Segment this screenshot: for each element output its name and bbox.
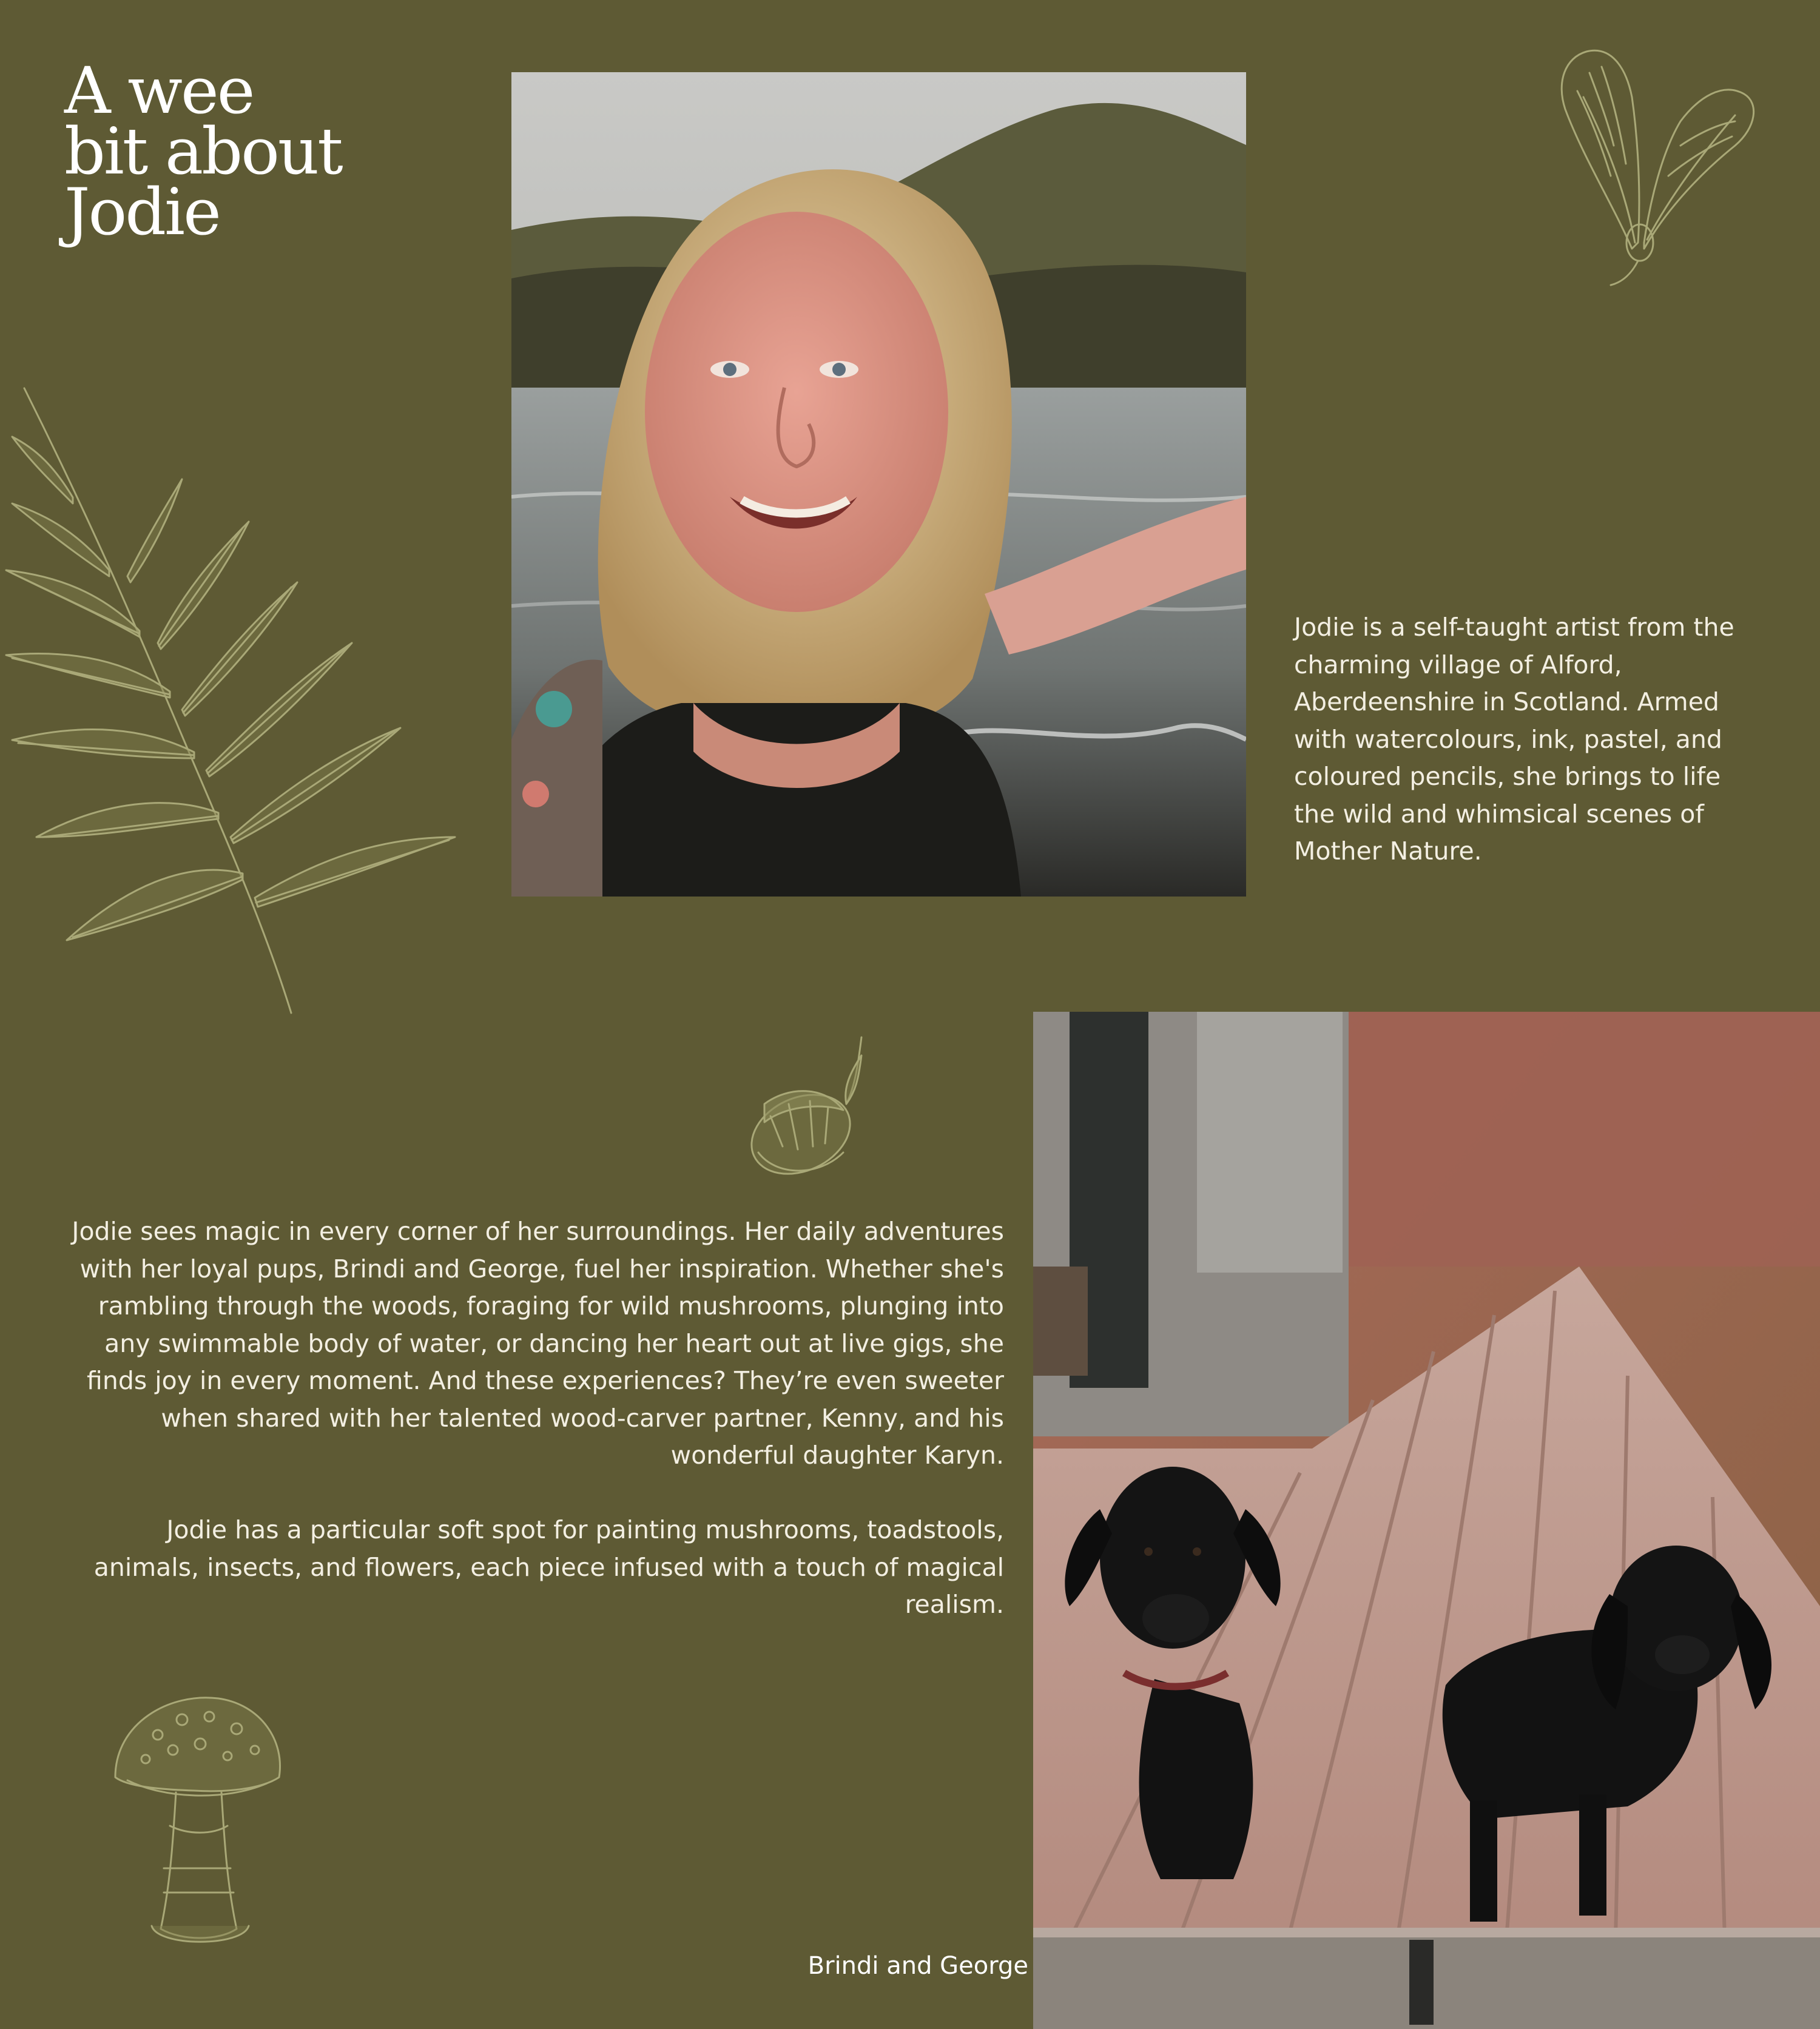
title-line-3: Jodie (64, 175, 220, 249)
dogs-photo (1033, 1012, 1820, 2029)
intro-paragraph: Jodie is a self-taught artist from the charming village of Alford, Aberdeenshire in Scotland. Armed with watercolours, ink, pastel, and coloured pencils, she brings to life the wild and whimsical scenes of Mother Nature. (1294, 613, 1734, 866)
title-line-1: A wee (64, 53, 254, 128)
story-section (61, 1213, 1004, 1624)
sycamore-seed-icon (1541, 24, 1771, 291)
fern-icon (0, 376, 461, 1019)
page-title (64, 53, 489, 249)
story-paragraph-2: Jodie has a particular soft spot for painting mushrooms, toadstools, animals, insects, and flowers, each piece infused with a touch of magical realism. (93, 1515, 1004, 1619)
mushroom-icon (103, 1686, 297, 1953)
acorn-icon (722, 1031, 880, 1189)
title-line-2: bit about (64, 114, 342, 189)
dogs-caption: Brindi and George (807, 1952, 1028, 1980)
jodie-photo (511, 72, 1246, 897)
story-paragraph-1: Jodie sees magic in every corner of her surroundings. Her daily adventures with her loyal pups, Brindi and George, fuel her inspiration. Whether she's rambling through the woods, foraging for wild mushrooms, plunging into any swimmable body of water, or dancing her heart out at live gigs, she finds joy in every moment. And these experiences? They’re even sweeter when shared with her talented wood-carver partner, Kenny, and his wonderful daughter Karyn. (72, 1217, 1004, 1470)
